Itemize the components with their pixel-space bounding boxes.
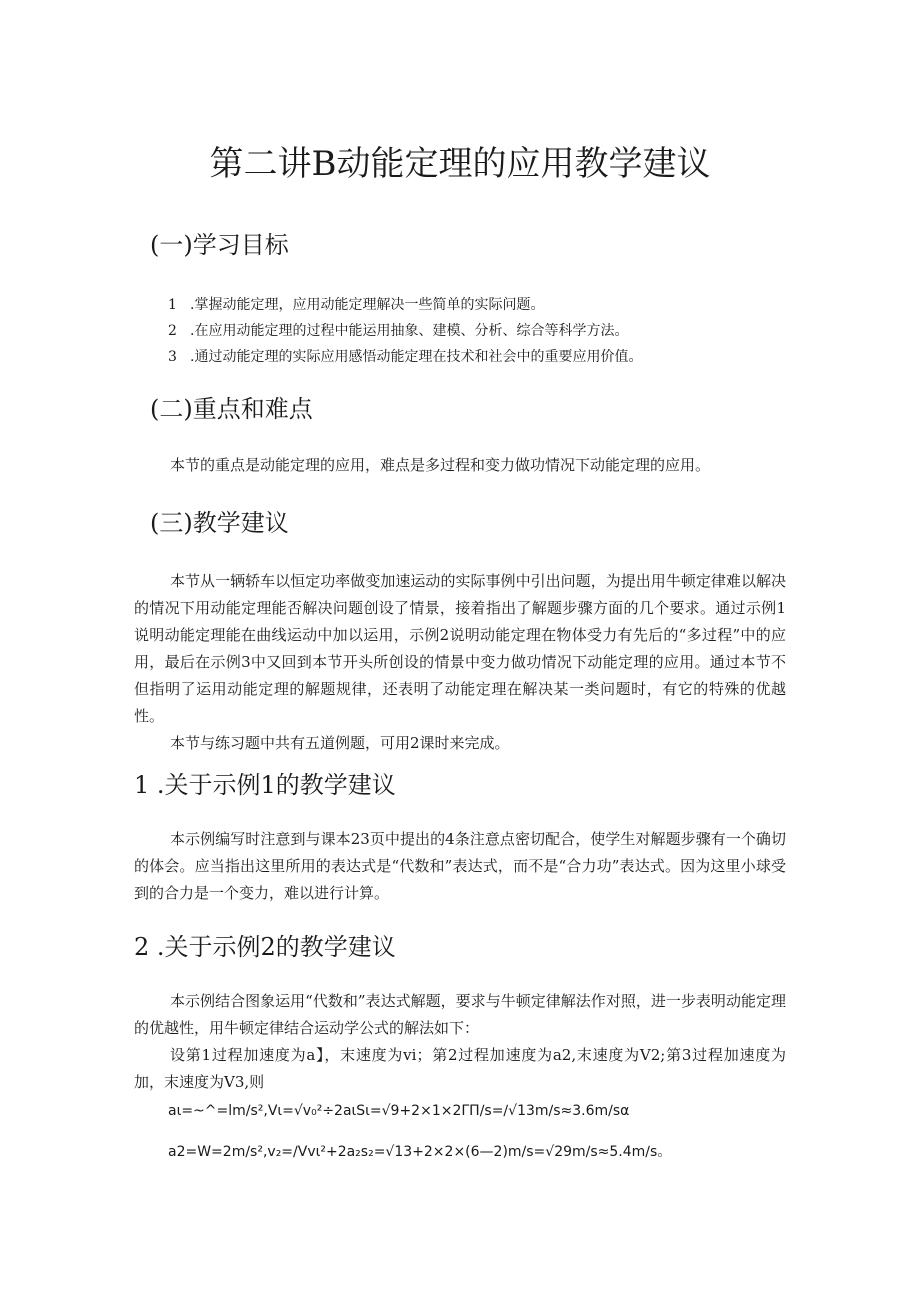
document-title: 第二讲B动能定理的应用教学建议	[209, 144, 711, 184]
paragraph: 本示例编写时注意到与课本23页中提出的4条注意点密切配合，使学生对解题步骤有一个确切的体会。应当指出这里所用的表达式是“代数和”表达式，而不是“合力功”表达式。因为这里小球受到的合力是一个变力，难以进行计算。	[134, 830, 786, 902]
list-item-text: .通过动能定理的实际应用感悟动能定理在技术和社会中的重要应用价值。	[190, 349, 643, 365]
list-item-text: .在应用动能定理的过程中能运用抽象、建模、分析、综合等科学方法。	[190, 323, 629, 339]
formula-line-1: aι=~^=lm∕s²,Vι=√v₀²÷2aιSι=√9+2×1×2ΓΠ∕s=∕√13m∕s≈3.6m∕sα	[168, 1103, 630, 1119]
paragraph: 设第1过程加速度为a】，末速度为vi；第2过程加速度为a2,末速度为V2;第3过程加速度为加，末速度为V3,则	[134, 1046, 786, 1091]
objectives-list	[168, 292, 642, 370]
list-item-number: 1	[168, 297, 177, 313]
key-points-paragraph	[134, 452, 786, 479]
subsection-heading-example2: 2 .关于示例2的教学建议	[134, 933, 396, 961]
list-item	[168, 292, 642, 318]
paragraph: 本示例结合图象运用“代数和”表达式解题，要求与牛顿定律解法作对照，进一步表明动能定理的优越性，用牛顿定律结合运动学公式的解法如下：	[134, 992, 786, 1037]
list-item	[168, 344, 642, 370]
section-heading-key-points: (二)重点和难点	[150, 395, 313, 423]
teaching-advice-body	[134, 568, 786, 757]
list-item-text: .掌握动能定理，应用动能定理解决一些简单的实际问题。	[190, 297, 545, 313]
list-item-number: 3	[168, 349, 177, 365]
example2-body	[134, 988, 786, 1096]
paragraph: 本节从一辆轿车以恒定功率做变加速运动的实际事例中引出问题，为提出用牛顿定律难以解决的情况下用动能定理能否解决问题创设了情景，接着指出了解题步骤方面的几个要求。通过示例1说明动能定理能在曲线运动中加以运用，示例2说明动能定理在物体受力有先后的“多过程”中的应用，最后在示例3中又回到本节开头所创设的情景中变力做功情况下动能定理的应用。通过本节不但指明了运用动能定理的解题规律，还表明了动能定理在解决某一类问题时，有它的特殊的优越性。	[134, 572, 786, 725]
paragraph: 本节的重点是动能定理的应用，难点是多过程和变力做功情况下动能定理的应用。	[170, 456, 711, 474]
paragraph: 本节与练习题中共有五道例题，可用2课时来完成。	[170, 734, 510, 752]
section-heading-objectives: (一)学习目标	[150, 231, 289, 259]
list-item	[168, 318, 642, 344]
example1-body	[134, 826, 786, 907]
subsection-heading-example1: 1 .关于示例1的教学建议	[134, 771, 396, 799]
section-heading-teaching-advice: (三)教学建议	[150, 509, 289, 537]
formula-line-2: a2=W=2m∕s²,v₂=∕Vvι²+2a₂s₂=√13+2×2×(6—2)m∕s=√29m∕s≈5.4m∕s。	[168, 1144, 672, 1160]
list-item-number: 2	[168, 323, 177, 339]
